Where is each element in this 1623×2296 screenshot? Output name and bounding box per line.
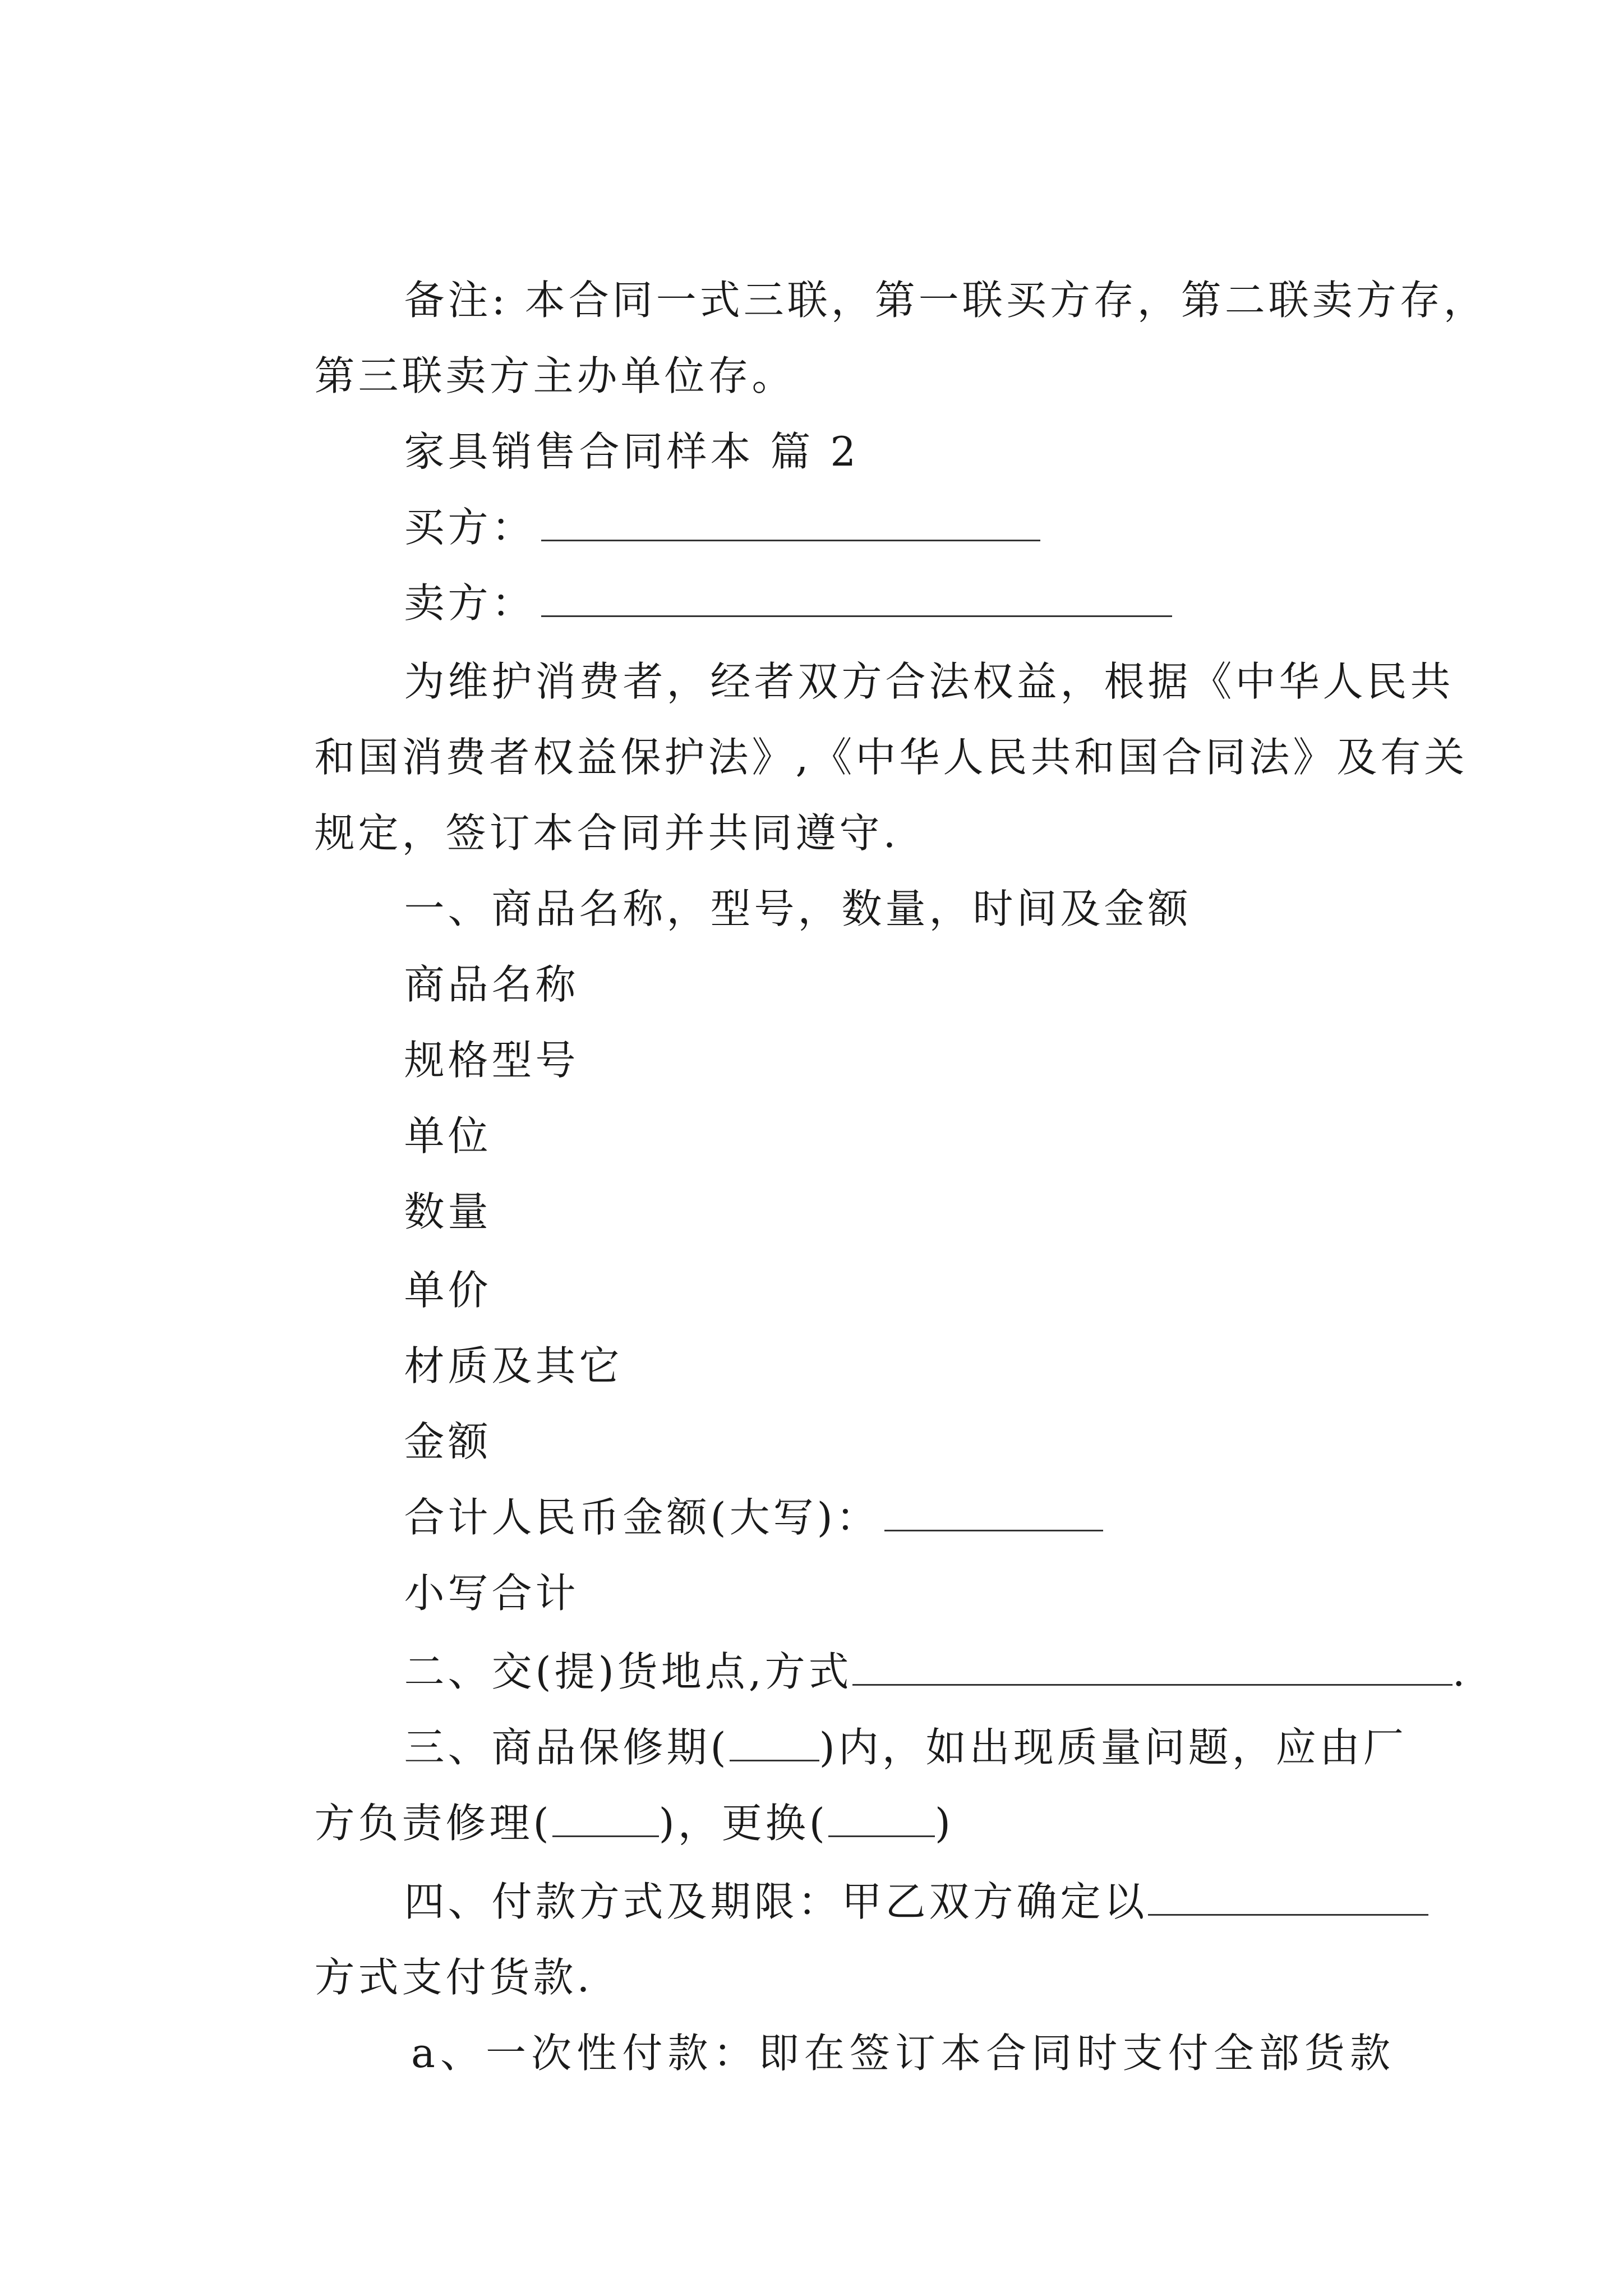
- total-lower-line: 小写合计: [404, 1570, 579, 1617]
- clause4-label: 四、付款方式及期限：甲乙双方确定以: [404, 1878, 1148, 1925]
- seller-label: 卖方：: [404, 579, 536, 627]
- clause-a-line: a、一次性付款：即在签订本合同时支付全部货款: [411, 2030, 1394, 2077]
- intro-line-3: 规定，签订本合同并共同遵守.: [314, 809, 900, 857]
- item-qty: 数量: [404, 1188, 492, 1235]
- item-model: 规格型号: [404, 1037, 579, 1084]
- item-amount: 金额: [404, 1418, 492, 1465]
- item-unit: 单位: [404, 1112, 492, 1159]
- remark-line-1: 备注: 本合同一式三联，第一联买方存，第二联卖方存，: [404, 277, 1487, 324]
- total-upper-label: 合计人民币金额(大写)：: [404, 1494, 880, 1541]
- clause4-line-1: [339, 1818, 1394, 1925]
- intro-line-2: 和国消费者权益保护法》,《中华人民共和国合同法》及有关: [314, 734, 1468, 781]
- section-title: 家具销售合同样本 篇 2: [404, 428, 860, 475]
- buyer-label: 买方：: [404, 504, 536, 551]
- item-price: 单价: [404, 1267, 492, 1314]
- clause1-title: 一、商品名称，型号，数量，时间及金额: [404, 885, 1192, 932]
- clause2-line: [339, 1588, 1469, 1695]
- clause3-line-1: 三、商品保修期( )内，如出现质量问题，应由厂: [404, 1724, 1407, 1771]
- intro-line-1: 为维护消费者，经者双方合法权益，根据《中华人民共: [404, 658, 1454, 705]
- remark-line-2: 第三联卖方主办单位存。: [314, 352, 796, 399]
- item-name: 商品名称: [404, 961, 579, 1008]
- clause3-line-2: 方负责修理( )，更换( ): [314, 1800, 954, 1847]
- total-upper-line: [339, 1433, 1394, 1541]
- seller-line: [339, 519, 1394, 627]
- clause4-line-2: 方式支付货款.: [314, 1954, 593, 2001]
- clause2-label: 二、交(提)货地点,方式: [404, 1648, 852, 1695]
- clause2-end: .: [1452, 1648, 1469, 1695]
- buyer-line: [339, 443, 1394, 551]
- item-material: 材质及其它: [404, 1342, 623, 1389]
